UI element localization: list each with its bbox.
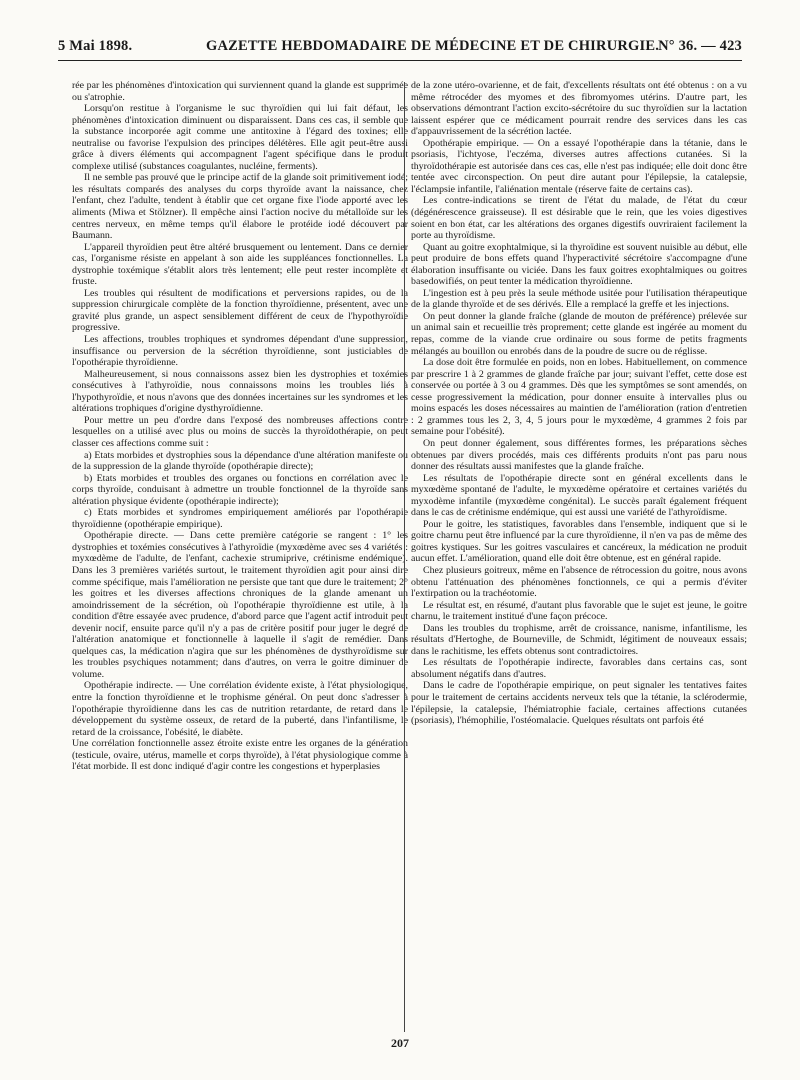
- paragraph: Opothérapie empirique. — On a essayé l'opothérapie dans la tétanie, dans le psoriasis, l'ichtyose, l'eczéma, diverses autres affections cutanées. Si la thyroïdothérapie est autorisée dans ces cas, elle n'est pas indiquée; elle doit donc être tentée avec circonspection. On peut dire autant pour l'épilepsie, la catalepsie, l'éclampsie infantile, l'aliénation mentale (réserve faite de certains cas).: [411, 137, 747, 195]
- issue-number: N° 36. — 423: [658, 38, 742, 54]
- paragraph: Dans les troubles du trophisme, arrêt de croissance, nanisme, infantilisme, les résultats d'Hertoghe, de Bourneville, de Schmidt, légitiment de nouveaux essais; dans le rachitisme, les effets obtenus sont contradictoires.: [411, 622, 747, 657]
- paragraph: L'appareil thyroïdien peut être altéré brusquement ou lentement. Dans ce dernier cas, l'organisme résiste en appelant à son aide les suppléances fonctionnelles. La dystrophie toxémique s'établit alors très lentement; elle peut rester incomplète et fruste.: [72, 241, 408, 288]
- paragraph: Les contre-indications se tirent de l'état du malade, de l'état du cœur (dégénérescence graisseuse). Il est désirable que le rein, que les voies digestives soient en bon état, car les altérations des organes digestifs ouvriraient facilement la porte au thyroïdisme.: [411, 195, 747, 242]
- paragraph: Il ne semble pas prouvé que le principe actif de la glande soit primitivement iodé; les résultats comparés des analyses du corps thyroïde avant la naissance, chez l'enfant, chez l'adulte, tendent à établir que cet organe fixe l'iode apporté avec les aliments (Miwa et Stölzner). Il empêche ainsi l'action nocive du métalloïde sur les centres nerveux, en même temps qu'il élabore le protéide iodé découvert par Baumann.: [72, 172, 408, 242]
- paragraph: On peut donner également, sous différentes formes, les préparations sèches obtenues par divers procédés, mais ces différents produits n'ont pas paru nous donner des résultats aussi manifestes que la glande fraîche.: [411, 437, 747, 473]
- column-divider: [404, 82, 405, 1032]
- paragraph: Lorsqu'on restitue à l'organisme le suc thyroïdien qui lui fait défaut, les phénomènes d'intoxication diminuent ou disparaissent. Dans ces cas, il semble que la substance incorporée agit comme une antitoxine à l'égard des toxines; elle neutralise ou favorise l'expulsion des principes délétères. Elle agit peut-être aussi grâce à divers éléments qui accompagnent l'agent spécifique dans le produit complexe utilisé (substances coagulantes, nucléine, ferments).: [72, 103, 408, 172]
- paragraph: Malheureusement, si nous connaissons assez bien les dystrophies et toxémies consécutives à l'athyroïdie, nous connaissons moins les troubles liés à l'hypothyroïdie, et nous n'avons que des données incertaines sur les syndromes et les altérations trophiques d'origine dysthyroïdienne.: [72, 368, 408, 415]
- page-folio: 207: [391, 1036, 409, 1050]
- paragraph: a) Etats morbides et dystrophies sous la dépendance d'une altération manifeste ou de la suppression de la glande thyroïde (opothérapie directe);: [72, 449, 408, 473]
- paragraph: Les troubles qui résultent de modifications et perversions rapides, ou de la suppression chirurgicale complète de la fonction thyroïdienne, présentent, avec une gravité plus grande, un aspect sensiblement différent de ceux de l'hypothyroïdie progressive.: [72, 287, 408, 334]
- paragraph: c) Etats morbides et syndromes empiriquement améliorés par l'opothérapie thyroïdienne (opothérapie empirique).: [72, 507, 408, 530]
- paragraph: Pour le goitre, les statistiques, favorables dans l'ensemble, indiquent que si le goitre charnu peut être influencé par la cure thyroïdienne, il n'en va pas de même des goitres kystiques. Sur les goitres vasculaires et cancéreux, la médication ne produit aucun effet. L'amélioration, quand elle doit être obtenue, est en général rapide.: [411, 518, 747, 565]
- issue-date: 5 Mai 1898.: [58, 38, 133, 54]
- paragraph: L'ingestion est à peu près la seule méthode usitée pour l'utilisation thérapeutique de la glande thyroïde et de ses dérivés. Elle a remplacé la greffe et les injections.: [411, 287, 747, 311]
- right-column: [411, 80, 747, 1032]
- paragraph: de la zone utéro-ovarienne, et de fait, d'excellents résultats ont été obtenus : on a vu même rétrocéder des myomes et des fibromyomes utérins. D'autre part, les observations démontrant l'action excito-sécrétoire du suc thyroïdien sur la lactation laissent espérer que ce médicament pourrait rendre des services dans les cas d'appauvrissement de la sécrétion lactée.: [411, 80, 747, 138]
- paragraph: rée par les phénomènes d'intoxication qui surviennent quand la glande est supprimée ou s'atrophie.: [72, 80, 408, 103]
- paragraph: Pour mettre un peu d'ordre dans l'exposé des nombreuses affections contre lesquelles on a utilisé avec plus ou moins de succès la thyroïdothérapie, on peut classer ces affections comme suit :: [72, 414, 408, 449]
- paragraph: Chez plusieurs goitreux, même en l'absence de rétrocession du goitre, nous avons obtenu l'atténuation des phénomènes fonctionnels, ce qui a permis d'éviter l'extirpation ou la trachéotomie.: [411, 564, 747, 600]
- journal-title: GAZETTE HEBDOMADAIRE DE MÉDECINE ET DE CHIRURGIE.: [206, 38, 660, 54]
- paragraph: Les résultats de l'opothérapie directe sont en général excellents dans le myxœdème spontané de l'adulte, le myxœdème opératoire et certaines variétés du myxodème infantile (myxœdème congénital). Le succès paraît également fréquent dans le cas de crétinisme endémique, qui est aussi une variété de l'athyroïdisme.: [411, 472, 747, 519]
- paragraph: b) Etats morbides et troubles des organes ou fonctions en corrélation avec le corps thyroïde, conduisant à admettre un trouble fonctionnel de la thyroïde sans altération physique évidente (opothérapie indirecte);: [72, 472, 408, 507]
- paragraph: Dans le cadre de l'opothérapie empirique, on peut signaler les tentatives faites pour le traitement de certains accidents nerveux tels que la tétanie, la sclérodermie, l'épilepsie, la catalepsie, l'hémiatrophie faciale, certaines affections cutanées (psoriasis), l'hémophilie, l'ostéomalacie. Quelques résultats ont parfois été: [411, 680, 747, 727]
- paragraph: La dose doit être formulée en poids, non en lobes. Habituellement, on commence par prescrire 1 à 2 grammes de glande fraîche par jour; suivant l'effet, cette dose est conservée ou portée à 3 ou 4 grammes. Dès que les symptômes se sont amendés, on cesse progressivement la médication, pour donner ensuite à intervalles plus ou moins espacés les doses nécessaires au maintien de l'amélioration (ration d'entretien : 2 grammes tous les 2, 3, 4, 5 jours pour le myxœdème, 4 grammes 2 fois par semaine pour l'obésité).: [411, 357, 747, 438]
- paragraph: Quant au goitre exophtalmique, si la thyroïdine est souvent nuisible au début, elle peut produire de bons effets quand l'hyperactivité sécrétoire s'accompagne d'une élaboration insuffisante ou viciée. Dans les faux goitres exophtalmiques ou goitres basedowifiés, on peut tenter la médication thyroïdienne.: [411, 241, 747, 288]
- running-header: [58, 38, 742, 58]
- paragraph: Le résultat est, en résumé, d'autant plus favorable que le sujet est jeune, le goitre charnu, le traitement institué d'une façon précoce.: [411, 599, 747, 623]
- header-rule: [58, 60, 742, 61]
- paragraph: Une corrélation fonctionnelle assez étroite existe entre les organes de la génération (testicule, ovaire, utérus, mamelle et corps thyroïde), à l'état physiologique comme à l'état morbide. Il est donc indiqué d'agir contre les congestions et hyperplasies: [72, 738, 408, 773]
- paragraph: On peut donner la glande fraîche (glande de mouton de préférence) prélevée sur un animal sain et recueillie très proprement; cette glande est ingérée au moment du repas, comme de la viande crue ordinaire ou sous forme de petits fragments mélangés au bouillon ou enrobés dans de la poudre de sucre ou de réglisse.: [411, 310, 747, 357]
- paragraph: Opothérapie directe. — Dans cette première catégorie se rangent : 1° les dystrophies et toxémies consécutives à l'athyroïdie (myxœdème avec ses 4 variétés : myxœdème de l'adulte, de l'enfant, cachexie strumiprive, crétinisme endémique). Dans les 3 premières variétés surtout, le traitement thyroïdien agit pour ainsi dire comme spécifique, mais l'amélioration ne persiste que tant que dure le traitement; 2° les goitres et les diverses affections chroniques de la glande amenant un amoindrissement de la sécrétion, où l'opothérapie thyroïdienne est utile, à la condition d'être essayée avec prudence, d'abord parce que l'agent actif introduit peut devenir nocif, ensuite parce qu'il n'y a pas de critère positif pour juger le degré de l'altération anatomique et fonctionnelle à laquelle il s'agit de remédier. Dans quelques cas, la médication n'agira que sur les phénomènes de dysthyroïdisme sur les troubles psychiques notamment; dans d'autres, on verra le goitre diminuer de volume.: [72, 530, 408, 680]
- paragraph: Les résultats de l'opothérapie indirecte, favorables dans certains cas, sont absolument négatifs dans d'autres.: [411, 657, 747, 680]
- paragraph: Opothérapie indirecte. — Une corrélation évidente existe, à l'état physiologique, entre la fonction thyroïdienne et le trophisme général. On peut donc s'adresser à l'opothérapie thyroïdienne dans les cas de nutrition retardante, de retard dans le développement du système osseux, de retard de la puberté, dans l'infantilisme, le retard de la croissance, l'obésité, le diabète.: [72, 680, 408, 738]
- left-column: [72, 80, 408, 1032]
- paragraph: Les affections, troubles trophiques et syndromes dépendant d'une suppression, insuffisance ou perversion de la sécrétion thyroïdienne, sont justiciables de l'opothérapie thyroïdienne.: [72, 334, 408, 369]
